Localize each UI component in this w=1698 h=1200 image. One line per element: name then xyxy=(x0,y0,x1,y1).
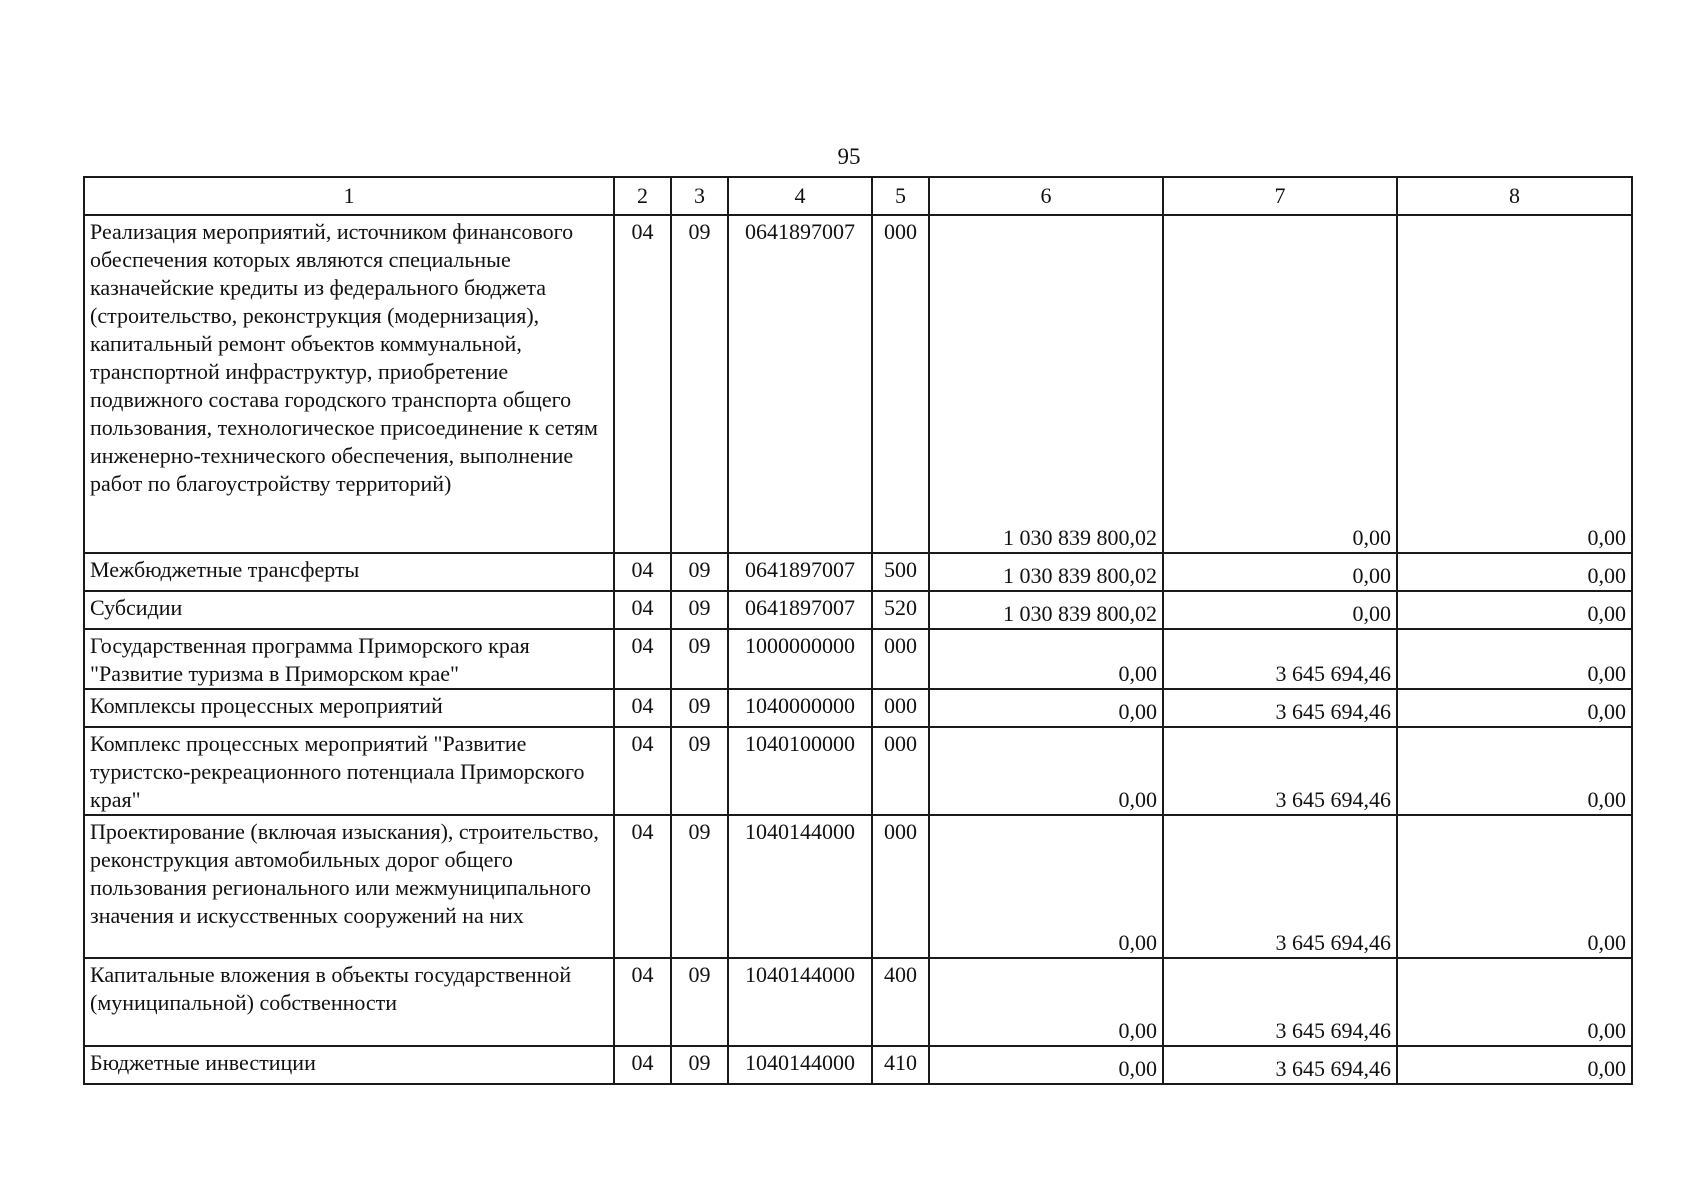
amount-col8: 0,00 xyxy=(1397,629,1632,689)
subsection-code: 09 xyxy=(671,815,728,958)
section-code: 04 xyxy=(614,958,671,1046)
target-article-code: 1040144000 xyxy=(728,958,872,1046)
subsection-code: 09 xyxy=(671,689,728,727)
row-name: Комплексы процессных мероприятий xyxy=(84,689,614,727)
amount-col7: 3 645 694,46 xyxy=(1163,958,1397,1046)
target-article-code: 1040144000 xyxy=(728,1046,872,1084)
section-code: 04 xyxy=(614,591,671,629)
amount-col7: 3 645 694,46 xyxy=(1163,727,1397,815)
expense-type-code: 500 xyxy=(872,553,929,591)
table-row xyxy=(84,1046,1632,1084)
expense-type-code: 000 xyxy=(872,815,929,958)
subsection-code: 09 xyxy=(671,1046,728,1084)
subsection-code: 09 xyxy=(671,727,728,815)
column-header: 3 xyxy=(671,177,728,215)
amount-col8: 0,00 xyxy=(1397,815,1632,958)
amount-col7: 3 645 694,46 xyxy=(1163,1046,1397,1084)
row-name: Капитальные вложения в объекты государственной (муниципальной) собственности xyxy=(84,958,614,1046)
expense-type-code: 000 xyxy=(872,727,929,815)
row-name: Субсидии xyxy=(84,591,614,629)
subsection-code: 09 xyxy=(671,958,728,1046)
column-header: 8 xyxy=(1397,177,1632,215)
column-header: 4 xyxy=(728,177,872,215)
section-code: 04 xyxy=(614,629,671,689)
amount-col7: 3 645 694,46 xyxy=(1163,629,1397,689)
amount-col8: 0,00 xyxy=(1397,727,1632,815)
amount-col7: 3 645 694,46 xyxy=(1163,815,1397,958)
subsection-code: 09 xyxy=(671,215,728,553)
section-code: 04 xyxy=(614,553,671,591)
row-name: Бюджетные инвестиции xyxy=(84,1046,614,1084)
expense-type-code: 000 xyxy=(872,215,929,553)
amount-col6: 1 030 839 800,02 xyxy=(929,553,1163,591)
column-header: 6 xyxy=(929,177,1163,215)
amount-col8: 0,00 xyxy=(1397,958,1632,1046)
target-article-code: 0641897007 xyxy=(728,553,872,591)
table-row xyxy=(84,591,1632,629)
expense-type-code: 410 xyxy=(872,1046,929,1084)
target-article-code: 1040100000 xyxy=(728,727,872,815)
amount-col7: 0,00 xyxy=(1163,215,1397,553)
amount-col8: 0,00 xyxy=(1397,1046,1632,1084)
budget-table xyxy=(83,176,1633,1085)
amount-col6: 0,00 xyxy=(929,727,1163,815)
section-code: 04 xyxy=(614,215,671,553)
table-row xyxy=(84,629,1632,689)
page-number: 95 xyxy=(837,144,861,169)
target-article-code: 1040144000 xyxy=(728,815,872,958)
column-header: 1 xyxy=(84,177,614,215)
section-code: 04 xyxy=(614,689,671,727)
amount-col7: 3 645 694,46 xyxy=(1163,689,1397,727)
amount-col6: 0,00 xyxy=(929,689,1163,727)
table-row xyxy=(84,215,1632,553)
amount-col7: 0,00 xyxy=(1163,553,1397,591)
amount-col8: 0,00 xyxy=(1397,689,1632,727)
amount-col8: 0,00 xyxy=(1397,215,1632,553)
amount-col8: 0,00 xyxy=(1397,553,1632,591)
amount-col6: 1 030 839 800,02 xyxy=(929,215,1163,553)
column-number-row xyxy=(84,177,1632,215)
section-code: 04 xyxy=(614,727,671,815)
row-name: Государственная программа Приморского края "Развитие туризма в Приморском крае" xyxy=(84,629,614,689)
target-article-code: 0641897007 xyxy=(728,591,872,629)
subsection-code: 09 xyxy=(671,629,728,689)
subsection-code: 09 xyxy=(671,591,728,629)
column-header: 7 xyxy=(1163,177,1397,215)
amount-col6: 0,00 xyxy=(929,958,1163,1046)
expense-type-code: 400 xyxy=(872,958,929,1046)
subsection-code: 09 xyxy=(671,553,728,591)
target-article-code: 1040000000 xyxy=(728,689,872,727)
target-article-code: 1000000000 xyxy=(728,629,872,689)
amount-col6: 1 030 839 800,02 xyxy=(929,591,1163,629)
column-header: 2 xyxy=(614,177,671,215)
target-article-code: 0641897007 xyxy=(728,215,872,553)
expense-type-code: 000 xyxy=(872,689,929,727)
amount-col8: 0,00 xyxy=(1397,591,1632,629)
expense-type-code: 000 xyxy=(872,629,929,689)
table-row xyxy=(84,727,1632,815)
section-code: 04 xyxy=(614,815,671,958)
table-row xyxy=(84,958,1632,1046)
amount-col6: 0,00 xyxy=(929,815,1163,958)
row-name: Комплекс процессных мероприятий "Развитие туристско-рекреационного потенциала Приморского края" xyxy=(84,727,614,815)
column-header: 5 xyxy=(872,177,929,215)
table-row xyxy=(84,815,1632,958)
table-row xyxy=(84,553,1632,591)
row-name: Межбюджетные трансферты xyxy=(84,553,614,591)
amount-col6: 0,00 xyxy=(929,629,1163,689)
row-name: Проектирование (включая изыскания), строительство, реконструкция автомобильных дорог общего пользования регионального или межмуниципального значения и искусственных сооружений на них xyxy=(84,815,614,958)
section-code: 04 xyxy=(614,1046,671,1084)
amount-col6: 0,00 xyxy=(929,1046,1163,1084)
row-name: Реализация мероприятий, источником финансового обеспечения которых являются специальные казначейские кредиты из федерального бюджета (строительство, реконструкция (модернизация), капитальный ремонт объектов коммунальной, транспортной инфраструктур, приобретение подвижного состава городского транспорта общего пользования, технологическое присоединение к сетям инженерно-технического обеспечения, выполнение работ по благоустройству территорий) xyxy=(84,215,614,553)
table-row xyxy=(84,689,1632,727)
amount-col7: 0,00 xyxy=(1163,591,1397,629)
expense-type-code: 520 xyxy=(872,591,929,629)
